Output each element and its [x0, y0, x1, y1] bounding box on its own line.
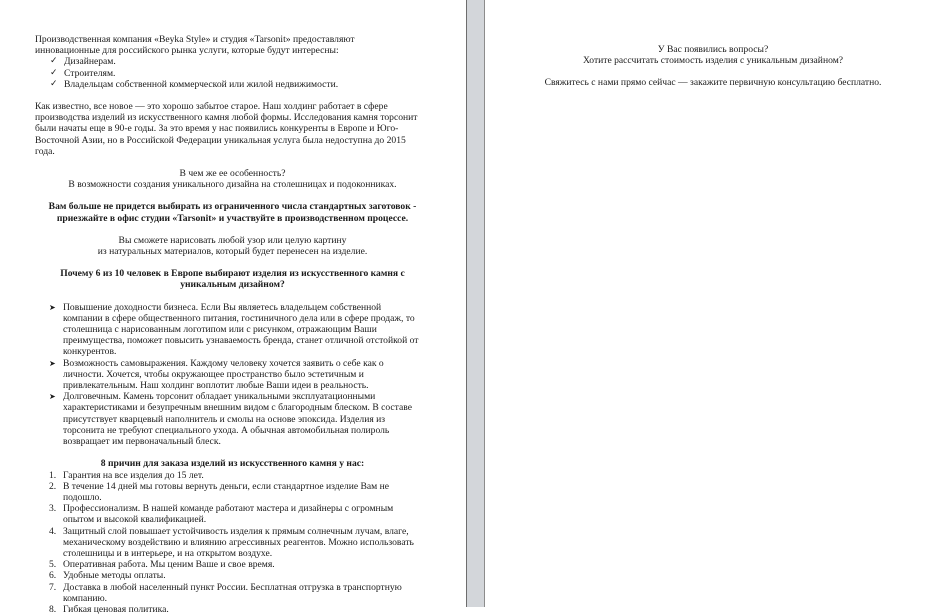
- list-item: 4. Защитный слой повышает устойчивость изделия к прямым солнечным лучам, влаге, механическому воздействию и влиянию агрессивных реагентов. Можно использовать столешницы и в интерьере, и на открытом воздухе.: [35, 526, 430, 560]
- feature-answer: В возможности создания уникального дизайна на столешницах и подоконниках.: [35, 179, 430, 190]
- history-line: производства изделий из искусственного камня любой формы. Исследования камня торсонит: [35, 112, 430, 123]
- arrow-bullet-icon: ➤: [49, 302, 56, 313]
- question-line: У Вас появились вопросы?: [485, 44, 941, 55]
- draw-line: из натуральных материалов, который будет перенесен на изделие.: [35, 246, 430, 257]
- intro-line: инновационные для российского рынка услуги, которые будут интересны:: [35, 45, 430, 56]
- contact-cta: Свяжитесь с нами прямо сейчас — закажите первичную консультацию бесплатно.: [485, 77, 941, 88]
- list-item: ➤ Повышение доходности бизнеса. Если Вы являетесь владельцем собственной компании в сфере общественного питания, гостиничного дела или в сфере продаж, то столешница с нарисованным логотипом или с рисунком, отражающим Ваши преимущества, поможет повысить узнаваемость бренда, станет отличной отстойкой от конкурентов.: [35, 302, 430, 358]
- list-item: 6. Удобные методы оплаты.: [35, 570, 430, 581]
- page-gap-divider: [466, 0, 485, 607]
- history-line: Как известно, все новое — это хорошо забытое старое. Наш холдинг работает в сфере: [35, 101, 430, 112]
- reasons-title: 8 причин для заказа изделий из искусственного камня у нас:: [35, 458, 430, 469]
- list-item: 7. Доставка в любой населенный пункт России. Бесплатная отгрузка в транспортную компанию.: [35, 582, 430, 604]
- arrow-bullet-icon: ➤: [49, 358, 56, 369]
- list-item: ✓ Строителям.: [50, 68, 430, 79]
- list-item: 1. Гарантия на все изделия до 15 лет.: [35, 470, 430, 481]
- why-title: Почему 6 из 10 человек в Европе выбирают изделия из искусственного камня с: [35, 268, 430, 279]
- list-item: ✓ Владельцам собственной коммерческой или жилой недвижимости.: [50, 79, 430, 90]
- document-page-right: [485, 0, 941, 607]
- right-page-content: [485, 44, 941, 89]
- list-item: ➤ Долговечным. Камень торсонит обладает уникальными эксплуатационными характеристиками и безупречным внешним видом с благородным блеском. В составе присутствует кварцевый наполнитель и смолы на основе эпоксида. Изделия из торсонита не требуют специального ухода. А обычная автомобильная полироль возвращает им первоначальный блеск.: [35, 391, 430, 447]
- list-item: 2. В течение 14 дней мы готовы вернуть деньги, если стандартное изделие Вам не подошло.: [35, 481, 430, 503]
- intro-line: Производственная компания «Beyka Style» и студия «Tarsonit» предоставляют: [35, 34, 430, 45]
- arrow-bullet-icon: ➤: [49, 391, 56, 402]
- benefits-list: [35, 302, 430, 448]
- history-line: Восточной Азии, но в Российской Федерации уникальная услуга была недоступна до 2015: [35, 135, 430, 146]
- document-page-left: [0, 0, 466, 607]
- bold-cta-line: приезжайте в офис студии «Tarsonit» и участвуйте в производственном процессе.: [35, 213, 430, 224]
- why-title: уникальным дизайном?: [35, 279, 430, 290]
- feature-question: В чем же ее особенность?: [35, 168, 430, 179]
- question-line: Хотите рассчитать стоимость изделия с уникальным дизайном?: [485, 55, 941, 66]
- reasons-list: [35, 470, 430, 615]
- left-page-content: [35, 34, 430, 615]
- list-item: 8. Гибкая ценовая политика.: [35, 604, 430, 615]
- list-item: ✓ Дизайнерам.: [50, 56, 430, 67]
- list-item: 3. Профессионализм. В нашей команде работают мастера и дизайнеры с огромным опытом и высокой квалификацией.: [35, 503, 430, 525]
- audience-list: [35, 56, 430, 90]
- list-item: ➤ Возможность самовыражения. Каждому человеку хочется заявить о себе как о личности. Хочется, чтобы окружающее пространство было эстетичным и привлекательным. Наш холдинг воплотит любые Ваши идеи в реальность.: [35, 358, 430, 392]
- draw-line: Вы сможете нарисовать любой узор или целую картину: [35, 235, 430, 246]
- history-line: были начаты еще в 90-е годы. За это время у нас появились конкуренты в Европе и Юго-: [35, 123, 430, 134]
- history-line: года.: [35, 146, 430, 157]
- bold-cta-line: Вам больше не придется выбирать из ограниченного числа стандартных заготовок -: [35, 201, 430, 212]
- list-item: 5. Оперативная работа. Мы ценим Ваше и свое время.: [35, 559, 430, 570]
